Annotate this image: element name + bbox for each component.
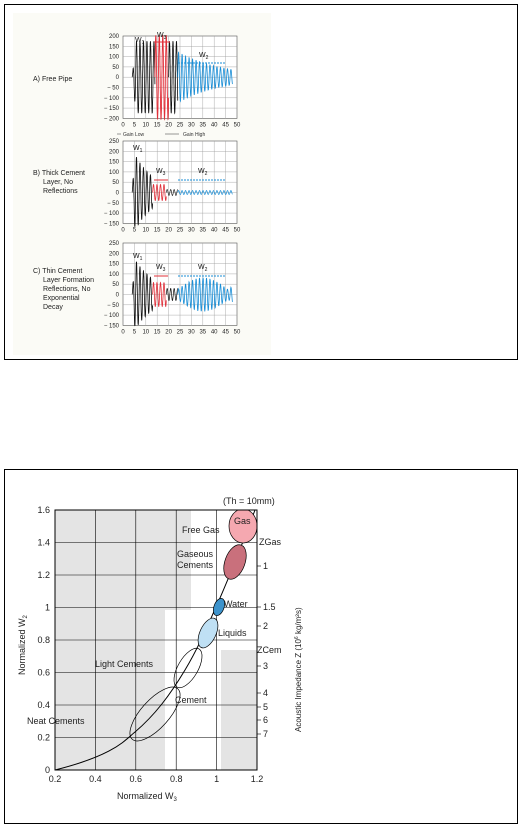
z-tick-label: 3 [263,661,269,671]
y-tick-label: 100 [108,54,119,61]
panel-a-label: A) Free Pipe [33,76,73,83]
y-tick-label: 250 [108,139,119,145]
y-tick-label: 0.2 [37,732,50,743]
x-tick-label: 10 [142,329,150,336]
x-tick-label: 0.8 [169,774,183,784]
y-tick-label: − 100 [103,95,119,102]
w3-label-c: $W_3$ [156,264,166,273]
y-tick-label: 150 [108,159,119,166]
x-tick-label: 45 [222,122,229,129]
y-tick-label: 50 [112,180,119,187]
y-tick-label: 200 [108,149,119,156]
light-cements-label: Light Cements [95,659,154,669]
x-tick-label: 25 [176,227,184,234]
x-tick-label: 50 [233,227,241,234]
w1-label-b: $W_1$ [133,145,143,154]
x-tick-label: 0 [121,122,125,129]
x-tick-label: 35 [199,122,207,129]
y-tick-label: 1.6 [37,505,50,515]
panel-c-label-1: C) Thin Cement [33,268,83,275]
x-tick-label: 5 [132,122,137,129]
y-tick-label: − 150 [103,106,119,113]
z-tick-label: 2 [263,621,269,631]
top-figure-frame [4,4,518,360]
x-tick-label: 20 [165,227,172,234]
panel-c-label-4: Exponential [43,295,80,302]
x-tick-label: 50 [233,122,241,129]
cement-label: Cement [175,695,207,705]
bottom-figure-frame [4,469,518,824]
y-tick-label: 0 [115,75,119,82]
y-tick-label: 100 [108,271,119,278]
y-tick-label: 50 [112,282,119,289]
x-tick-label: 15 [153,227,161,234]
y-tick-label: 1 [44,602,50,613]
gaseous-label: Gaseous [177,549,214,559]
x-tick-label: 0.2 [48,774,62,784]
y-axis-ticks [37,505,50,775]
gas-label: Gas [234,516,251,526]
y-tick-label: − 50 [107,200,119,207]
x-tick-label: 1 [214,774,220,784]
x-tick-label: 40 [210,227,218,234]
y-tick-label: 150 [108,44,119,51]
w2-label-b: $W_2$ [198,168,208,177]
w2-label-c: $W_2$ [198,264,208,273]
x-tick-label: 0.4 [89,774,102,784]
x-tick-label: 10 [142,122,150,129]
z-cem-marker: ZCem [257,645,282,655]
y-tick-label: 200 [108,251,119,258]
x-tick-label: 25 [176,329,184,336]
y-tick-label: 250 [108,241,119,247]
x-tick-label: 30 [188,227,195,234]
z-gas-marker: ZGas [259,537,282,547]
x-tick-label: 25 [176,122,184,129]
x-tick-label: 50 [233,329,241,336]
y-axis-title: Normalized $W_2$ [17,615,29,675]
w3-label-b: $W_3$ [156,168,166,177]
w2-label: $W_2$ [199,52,209,61]
panel-c-label-5: Decay [43,304,63,311]
w1-label: $W_1$ [135,37,145,46]
y-tick-label: − 100 [103,211,119,218]
x-tick-label: 15 [153,122,161,129]
z-tick-label: 7 [263,729,269,739]
y-tick-label: 0 [115,190,119,197]
y-tick-label: 1.2 [37,570,50,580]
x-tick-label: 45 [222,329,229,336]
right-axis-title: Acoustic Impedance Z ($10^6$ kg/m²s) [294,607,303,732]
y-tick-label: 0.4 [37,700,50,710]
water-label: Water [224,599,248,609]
panel-c-label-3: Reflections, No [43,286,91,293]
y-tick-label: 0 [44,765,50,775]
y-tick-label: − 50 [107,85,119,92]
y-tick-label: 0.6 [37,667,50,678]
cbl-waveform-figure [5,5,517,359]
free-gas-label: Free Gas [182,525,220,535]
x-tick-label: 0 [121,227,125,234]
gain-low-label: Gain Low [123,132,145,138]
x-tick-label: 40 [210,122,218,129]
x-tick-label: 30 [188,122,195,129]
y-tick-label: 100 [108,169,119,176]
shaded-zone-bottom [95,700,135,770]
y-tick-label: − 150 [103,221,119,228]
panel-b-label-1: B) Thick Cement [33,170,85,177]
cements-label: Cements [177,560,214,570]
neat-cements-label: Neat Cements [27,716,85,726]
x-tick-label: 20 [165,329,172,336]
x-axis-title: Normalized $W_3$ [117,791,177,803]
gain-high-label: Gain High [183,132,206,138]
z-tick-label: 4 [263,688,269,698]
z-tick-label: 1 [263,561,269,571]
z-tick-label: 6 [263,715,269,725]
y-tick-label: − 100 [103,313,119,320]
x-tick-label: 5 [132,227,137,234]
y-tick-label: 0 [115,292,119,299]
z-tick-label: 1.5 [263,602,276,612]
x-tick-label: 35 [199,227,207,234]
y-tick-label: 200 [108,34,119,40]
x-tick-label: 10 [142,227,150,234]
panel-b-label-3: Reflections [43,188,78,195]
panel-b-label-2: Layer, No [43,179,73,186]
y-tick-label: 50 [112,64,119,71]
liquids-label: Liquids [218,628,247,638]
x-tick-label: 30 [188,329,195,336]
w1-label-c: $W_1$ [133,253,143,262]
y-tick-label: − 50 [107,302,119,309]
panel-c-label-2: Layer Formation [43,277,94,284]
x-tick-label: 0 [121,329,125,336]
x-tick-label: 0.6 [129,774,143,784]
x-tick-label: 1.2 [250,774,264,784]
x-tick-label: 15 [153,329,161,336]
shaded-zone-right [221,650,261,770]
x-tick-label: 40 [210,329,218,336]
y-tick-label: 150 [108,261,119,268]
x-tick-label: 45 [222,227,229,234]
x-axis-ticks [49,774,264,784]
x-tick-label: 20 [165,122,172,129]
y-tick-label: 0.8 [37,635,50,645]
y-tick-label: − 200 [103,116,119,123]
w3-label: $W_3$ [157,32,167,41]
thickness-note: (Th = 10mm) [223,496,275,506]
gas-ellipse [229,509,257,543]
impedance-crossplot [5,470,517,823]
x-tick-label: 5 [132,329,137,336]
y-tick-label: − 150 [103,323,119,330]
z-tick-label: 5 [263,702,269,712]
y-tick-label: 1.4 [37,537,50,548]
x-tick-label: 35 [199,329,207,336]
